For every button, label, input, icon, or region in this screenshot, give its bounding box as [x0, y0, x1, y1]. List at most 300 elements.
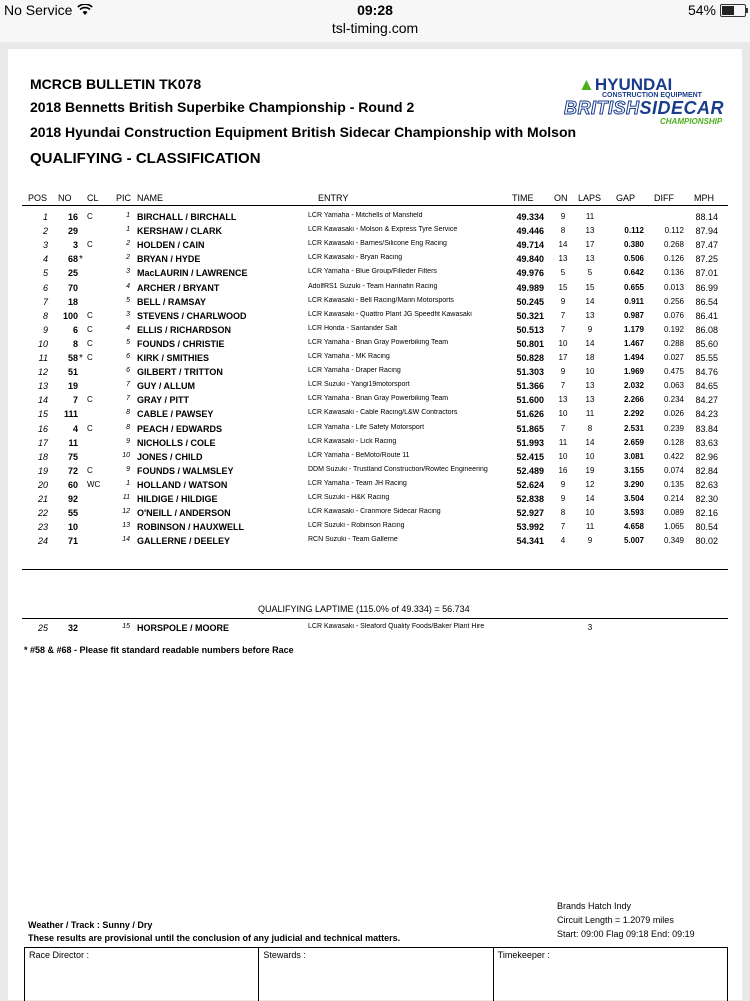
cell-laps: 17 [585, 240, 595, 250]
cell-entry: LCR Yamaha - Mitchells of Mansfield [308, 212, 423, 219]
championship-title: 2018 Bennetts British Superbike Championship - Round 2 [30, 99, 415, 115]
cell-cl: C [87, 395, 93, 405]
cell-pos: 23 [37, 522, 48, 533]
cell-name: BRYAN / HYDE [137, 254, 201, 265]
cell-pos: 10 [37, 338, 48, 349]
cell-pos: 14 [37, 395, 48, 406]
cell-mph: 80.54 [695, 522, 718, 533]
cell-gap: 4.658 [623, 522, 644, 532]
cell-pos: 8 [42, 310, 48, 321]
cell-laps: 10 [585, 367, 595, 377]
signature-boxes [24, 947, 728, 1001]
cell-time: 51.865 [516, 423, 544, 434]
race-director-box: Race Director : [25, 948, 259, 1001]
cell-no: 25 [67, 268, 78, 279]
cell-laps: 13 [585, 395, 595, 405]
cell-name: KIRK / SMITHIES [137, 353, 210, 363]
cell-pos: 25 [37, 623, 48, 633]
table-row [8, 211, 742, 225]
cell-pic: 11 [122, 494, 130, 501]
table-row [8, 465, 742, 479]
cell-time: 51.366 [516, 381, 544, 392]
cell-entry: LCR Kawasaki - Lick Racing [308, 437, 397, 445]
cell-no: 4 [72, 423, 78, 434]
cell-laps: 15 [585, 282, 595, 292]
cell-no: 111 [63, 409, 78, 420]
cell-pic: 9 [126, 465, 130, 473]
cell-time: 51.600 [516, 395, 544, 406]
cell-entry: LCR Suzuki - Robinson Racing [308, 522, 405, 530]
cell-name: CABLE / PAWSEY [137, 409, 214, 420]
cell-diff: 0.027 [663, 353, 684, 362]
cell-diff: 0.214 [663, 494, 684, 503]
cell-time: 49.989 [516, 282, 544, 293]
cell-name: ELLIS / RICHARDSON [137, 324, 232, 335]
cell-pos: 9 [42, 324, 48, 335]
cell-on: 9 [560, 479, 566, 489]
cell-pic: 7 [126, 381, 130, 389]
weather-text: Weather / Track : Sunny / Dry [28, 920, 153, 930]
qualifying-laptime: QUALIFYING LAPTIME (115.0% of 49.334) = 56.734 [258, 604, 470, 614]
cell-name: O'NEILL / ANDERSON [137, 508, 231, 519]
cell-pic: 1 [126, 479, 130, 487]
cell-mph: 86.08 [695, 324, 718, 335]
cell-cl: WC [87, 479, 101, 489]
cell-pic: 14 [122, 536, 130, 544]
cell-pic: 6 [126, 367, 130, 375]
cell-no: 11 [68, 437, 78, 448]
cell-laps: 11 [585, 409, 595, 419]
cell-on: 7 [560, 324, 566, 334]
cell-on: 4 [560, 536, 566, 546]
cell-no: 72 [67, 465, 78, 476]
cell-entry: AdolfRS1 Suzuki - Team Hannafin Racing [308, 282, 438, 290]
cell-entry: LCR Yamaha - Brian Gray Powerbiking Team [308, 338, 449, 346]
cell-mph: 86.54 [695, 296, 718, 307]
cell-pos: 12 [37, 367, 48, 378]
cell-pos: 24 [37, 536, 48, 547]
cell-no: 16 [67, 212, 78, 222]
cell-name: HILDIGE / HILDIGE [137, 494, 218, 504]
cell-laps: 14 [585, 296, 595, 306]
cell-entry: LCR Yamaha - MK Racing [308, 353, 390, 360]
series-title: 2018 Hyundai Construction Equipment British Sidecar Championship with Molson [30, 124, 577, 140]
timekeeper-box: Timekeeper : [497, 950, 550, 960]
cell-no: 7 [72, 395, 78, 406]
cell-pic: 12 [122, 508, 130, 516]
cell-laps: 14 [585, 494, 595, 503]
cell-diff: 0.136 [663, 268, 684, 278]
table-row [8, 479, 742, 493]
header-mph: MPH [694, 193, 714, 203]
cell-mph: 87.01 [695, 268, 718, 279]
table-row [8, 352, 742, 366]
cell-gap: 0.655 [623, 282, 644, 292]
battery-percent: 54% [687, 2, 716, 18]
cell-diff: 0.135 [663, 479, 684, 489]
cell-diff: 0.288 [663, 338, 684, 348]
provisional-text: These results are provisional until the conclusion of any judicial and technical matters. [28, 933, 401, 943]
cell-pos: 3 [42, 240, 48, 251]
circuit-name: Brands Hatch Indy [557, 901, 632, 911]
cell-mph: 86.99 [695, 282, 718, 293]
cell-pos: 19 [37, 465, 48, 476]
cell-on: 5 [560, 268, 566, 278]
cell-entry: LCR Yamaha - BeMoto/Route 11 [308, 451, 410, 459]
logo-championship: CHAMPIONSHIP [660, 117, 723, 126]
cell-entry: LCR Yamaha - Brian Gray Powerbiking Team [308, 395, 449, 403]
header-cl: CL [87, 193, 99, 203]
cell-entry: RCN Suzuki - Team Gallerne [308, 536, 398, 544]
cell-entry: LCR Yamaha - Draper Racing [308, 367, 401, 375]
cell-name: GRAY / PITT [137, 395, 190, 406]
cell-entry: LCR Kawasaki - Quattro Plant JG Speedfit Kawasaki [308, 310, 472, 318]
cell-diff: 0.126 [663, 254, 684, 264]
cell-laps: 10 [585, 508, 595, 518]
cell-gap: 0.642 [623, 268, 644, 278]
cell-pic: 8 [126, 409, 130, 417]
cell-gap: 3.593 [623, 508, 644, 518]
asterisk-mark: * [79, 353, 83, 364]
cell-diff: 0.112 [664, 226, 684, 236]
cell-name: KERSHAW / CLARK [137, 226, 222, 237]
cell-gap: 0.987 [623, 310, 644, 320]
cell-name: MacLAURIN / LAWRENCE [137, 268, 248, 279]
cell-entry: LCR Suzuki - Yangi19motorsport [308, 381, 410, 389]
cell-laps: 3 [587, 623, 593, 632]
cell-no: 6 [72, 324, 78, 335]
cell-pic: 2 [126, 240, 130, 248]
cell-time: 54.341 [516, 536, 544, 547]
cell-pic: 15 [122, 623, 130, 630]
cell-cl: C [87, 310, 93, 320]
cell-diff: 0.268 [663, 240, 684, 250]
cell-name: FOUNDS / CHRISTIE [137, 338, 225, 349]
status-bar [0, 0, 750, 20]
cell-time: 52.415 [516, 451, 544, 462]
header-on: ON [554, 193, 568, 203]
cell-diff: 0.192 [663, 324, 684, 334]
clock: 09:28 [357, 2, 393, 18]
cell-gap: 3.081 [623, 451, 644, 461]
table-row [8, 324, 742, 338]
table-divider-2 [22, 618, 728, 619]
cell-cl: C [87, 212, 93, 221]
logo-british-sidecar: BRITISHSIDECAR [564, 98, 725, 118]
cell-diff: 0.239 [663, 423, 684, 433]
cell-gap: 0.506 [623, 254, 644, 264]
table-row [8, 267, 742, 281]
cell-name: HOLLAND / WATSON [137, 479, 228, 490]
bulletin-title: MCRCB BULLETIN TK078 [30, 76, 202, 92]
cell-on: 11 [558, 437, 568, 447]
table-row [8, 310, 742, 324]
cell-pic: 5 [126, 296, 130, 304]
triangle-icon: ▲ [578, 75, 595, 94]
cell-gap: 2.292 [623, 409, 644, 419]
cell-pos: 6 [42, 282, 48, 293]
cell-pos: 18 [37, 451, 48, 462]
cell-diff: 1.065 [663, 522, 684, 532]
cell-on: 17 [558, 353, 568, 362]
cell-time: 51.626 [516, 409, 544, 420]
cell-diff: 0.013 [663, 282, 684, 292]
cell-no: 68 [67, 254, 78, 265]
cell-pic: 13 [122, 522, 130, 530]
cell-entry: LCR Suzuki - H&K Racing [308, 494, 390, 501]
header-name: NAME [137, 193, 164, 203]
hyundai-logo: ▲HYUNDAI [578, 75, 673, 94]
header-time: TIME [512, 193, 534, 203]
cell-on: 13 [558, 395, 568, 405]
cell-no: 32 [67, 623, 78, 633]
cell-name: ARCHER / BRYANT [137, 282, 220, 293]
cell-pic: 6 [126, 353, 130, 360]
table-row [8, 239, 742, 253]
table-row [8, 437, 742, 451]
cell-diff: 0.234 [663, 395, 684, 405]
cell-mph: 87.47 [695, 240, 718, 251]
url-text: tsl-timing.com [331, 20, 419, 36]
cell-on: 7 [560, 381, 566, 391]
cell-gap: 1.969 [623, 367, 644, 377]
cell-pos: 21 [37, 494, 48, 504]
cell-name: GILBERT / TRITTON [137, 367, 223, 378]
cell-entry: DDM Suzuki - Trustland Construction/Rowtec Engineering [308, 465, 488, 473]
cell-cl: C [87, 338, 93, 348]
cell-entry: LCR Yamaha - Team JH Racing [308, 479, 407, 487]
cell-name: GUY / ALLUM [137, 381, 195, 392]
cell-laps: 13 [585, 226, 595, 236]
cell-mph: 82.96 [695, 451, 718, 462]
table-row [8, 423, 742, 437]
cell-diff: 0.089 [663, 508, 684, 518]
cell-pos: 15 [37, 409, 48, 420]
cell-mph: 84.76 [695, 367, 718, 378]
cell-mph: 84.23 [695, 409, 718, 420]
cell-entry: LCR Kawasaki - Molson & Express Tyre Service [308, 226, 458, 234]
cell-mph: 82.30 [695, 494, 718, 504]
cell-pic: 3 [126, 310, 130, 318]
cell-pos: 7 [42, 296, 48, 307]
cell-name: GALLERNE / DEELEY [137, 536, 231, 547]
cell-name: NICHOLLS / COLE [137, 437, 216, 448]
cell-time: 50.321 [516, 310, 544, 321]
table-row [8, 282, 742, 296]
table-row [8, 622, 742, 636]
cell-entry: LCR Kawasaki - Bell Racing/Marin Motorsports [308, 296, 454, 304]
circuit-length: Circuit Length = 1.2079 miles [557, 915, 674, 925]
cell-laps: 5 [587, 268, 593, 278]
cell-time: 49.446 [516, 226, 544, 237]
cell-no: 71 [67, 536, 78, 547]
cell-on: 10 [558, 338, 568, 348]
battery-icon [720, 4, 746, 17]
cell-pos: 20 [37, 479, 48, 490]
header-laps: LAPS [578, 193, 602, 203]
header-diff: DIFF [654, 193, 674, 203]
cell-gap: 1.179 [623, 324, 644, 334]
cell-time: 52.489 [516, 465, 544, 476]
cell-name: PEACH / EDWARDS [137, 423, 223, 434]
cell-diff: 0.063 [663, 381, 684, 391]
cell-pic: 1 [126, 226, 130, 234]
cell-diff: 0.026 [663, 409, 684, 419]
cell-name: STEVENS / CHARLWOOD [137, 310, 247, 321]
cell-laps: 14 [585, 437, 595, 447]
header-pic: PIC [116, 193, 132, 203]
stewards-box: Stewards : [259, 948, 493, 1001]
cell-pic: 4 [126, 324, 130, 332]
cell-on: 8 [560, 508, 566, 518]
cell-gap: 3.155 [623, 465, 644, 475]
cell-no: 58 [67, 353, 78, 363]
cell-cl: C [87, 423, 93, 433]
table-row [8, 521, 742, 535]
championship-logo [560, 75, 730, 126]
cell-pic: 8 [126, 423, 130, 431]
cell-laps: 14 [585, 338, 595, 348]
cell-entry: LCR Kawasaki - Barnes/Silicone Eng Racing [308, 240, 447, 248]
cell-entry: LCR Kawasaki - Sleaford Quality Foods/Baker Plant Hire [308, 623, 485, 630]
cell-gap: 1.494 [623, 353, 644, 362]
cell-time: 50.513 [516, 324, 544, 335]
cell-gap: 0.112 [624, 226, 644, 236]
cell-time: 52.624 [516, 479, 544, 490]
cell-on: 8 [560, 226, 566, 236]
session-title: QUALIFYING - CLASSIFICATION [30, 150, 261, 167]
cell-time: 50.801 [516, 338, 544, 349]
cell-mph: 88.14 [695, 212, 718, 222]
cell-on: 7 [560, 522, 566, 532]
cell-cl: C [87, 353, 93, 362]
cell-gap: 2.659 [623, 437, 644, 447]
cell-entry: LCR Honda - Santander Salt [308, 324, 398, 332]
address-bar[interactable] [0, 20, 750, 42]
cell-on: 9 [560, 212, 566, 221]
cell-mph: 84.27 [695, 395, 718, 406]
cell-on: 7 [560, 423, 566, 433]
cell-laps: 19 [585, 465, 595, 475]
header-no: NO [58, 193, 72, 203]
cell-pic: 4 [126, 282, 130, 290]
cell-time: 49.976 [516, 268, 544, 279]
cell-on: 10 [558, 451, 568, 461]
cell-name: BIRCHALL / BIRCHALL [137, 212, 237, 222]
cell-mph: 85.60 [695, 338, 718, 349]
cell-gap: 0.380 [623, 240, 644, 250]
header-entry: ENTRY [318, 193, 349, 203]
cell-pos: 5 [42, 268, 48, 279]
cell-time: 52.927 [516, 508, 544, 519]
cell-entry: LCR Kawasaki - Cranmore Sidecar Racing [308, 508, 441, 516]
cell-diff: 0.128 [663, 437, 684, 447]
cell-time: 49.334 [516, 212, 544, 222]
cell-cl: C [87, 240, 93, 250]
cell-pic: 2 [126, 254, 130, 262]
table-row [8, 535, 742, 549]
cell-mph: 87.94 [695, 226, 718, 237]
cell-name: ROBINSON / HAUXWELL [137, 522, 244, 533]
cell-entry: LCR Kawasaki - Cable Racing/L&W Contractors [308, 409, 458, 417]
cell-time: 50.245 [516, 296, 544, 307]
table-divider-1 [22, 569, 728, 570]
cell-laps: 13 [585, 310, 595, 320]
cell-gap: 3.504 [623, 494, 644, 503]
cell-pic: 9 [126, 437, 130, 445]
cell-laps: 9 [587, 324, 593, 334]
cell-time: 50.828 [516, 353, 544, 363]
table-row [8, 451, 742, 465]
cell-name: FOUNDS / WALMSLEY [137, 465, 234, 476]
cell-name: BELL / RAMSAY [137, 296, 207, 307]
table-row [8, 408, 742, 422]
cell-diff: 0.349 [663, 536, 684, 546]
cell-pos: 4 [42, 254, 48, 265]
cell-no: 51 [67, 367, 78, 378]
cell-on: 14 [558, 240, 568, 250]
cell-diff: 0.076 [663, 310, 684, 320]
asterisk-mark: * [79, 254, 83, 266]
table-row [8, 380, 742, 394]
table-row [8, 394, 742, 408]
cell-no: 75 [67, 451, 78, 462]
cell-name: HORSPOLE / MOORE [137, 623, 230, 633]
header-gap: GAP [616, 193, 636, 203]
cell-laps: 18 [585, 353, 595, 362]
cell-laps: 11 [585, 212, 595, 221]
cell-pic: 1 [126, 212, 130, 219]
cell-pic: 5 [126, 338, 130, 346]
cell-gap: 5.007 [623, 536, 644, 546]
cell-gap: 2.266 [623, 395, 644, 405]
cell-on: 15 [558, 282, 568, 292]
cell-entry: LCR Yamaha - Life Safety Motorsport [308, 423, 425, 431]
cell-name: HOLDEN / CAIN [137, 240, 205, 251]
cell-entry: LCR Yamaha - Blue Group/Filleder Filters [308, 268, 437, 276]
table-row [8, 366, 742, 380]
cell-gap: 0.911 [624, 296, 644, 306]
cell-mph: 82.63 [695, 479, 718, 490]
table-row [8, 493, 742, 507]
cell-pic: 3 [126, 268, 130, 276]
cell-mph: 83.84 [695, 423, 718, 434]
cell-pos: 22 [37, 508, 48, 519]
cell-on: 16 [558, 465, 568, 475]
cell-mph: 82.84 [695, 465, 718, 476]
header-pos: POS [28, 193, 48, 203]
cell-diff: 0.475 [663, 367, 684, 377]
cell-cl: C [87, 465, 93, 475]
cell-mph: 87.25 [695, 254, 718, 265]
cell-no: 10 [67, 522, 78, 533]
cell-pos: 13 [37, 381, 48, 392]
table-row [8, 253, 742, 267]
cell-no: 55 [67, 508, 78, 519]
cell-pos: 11 [38, 353, 48, 363]
cell-mph: 82.16 [695, 508, 718, 519]
cell-on: 10 [558, 409, 568, 419]
cell-no: 18 [67, 296, 78, 307]
cell-laps: 12 [585, 479, 595, 489]
cell-laps: 13 [585, 381, 595, 391]
cell-time: 51.303 [516, 367, 544, 378]
cell-time: 52.838 [516, 494, 544, 504]
cell-pic: 10 [122, 451, 130, 459]
cell-no: 8 [72, 338, 78, 349]
cell-mph: 86.41 [695, 310, 718, 321]
cell-laps: 9 [587, 536, 593, 546]
